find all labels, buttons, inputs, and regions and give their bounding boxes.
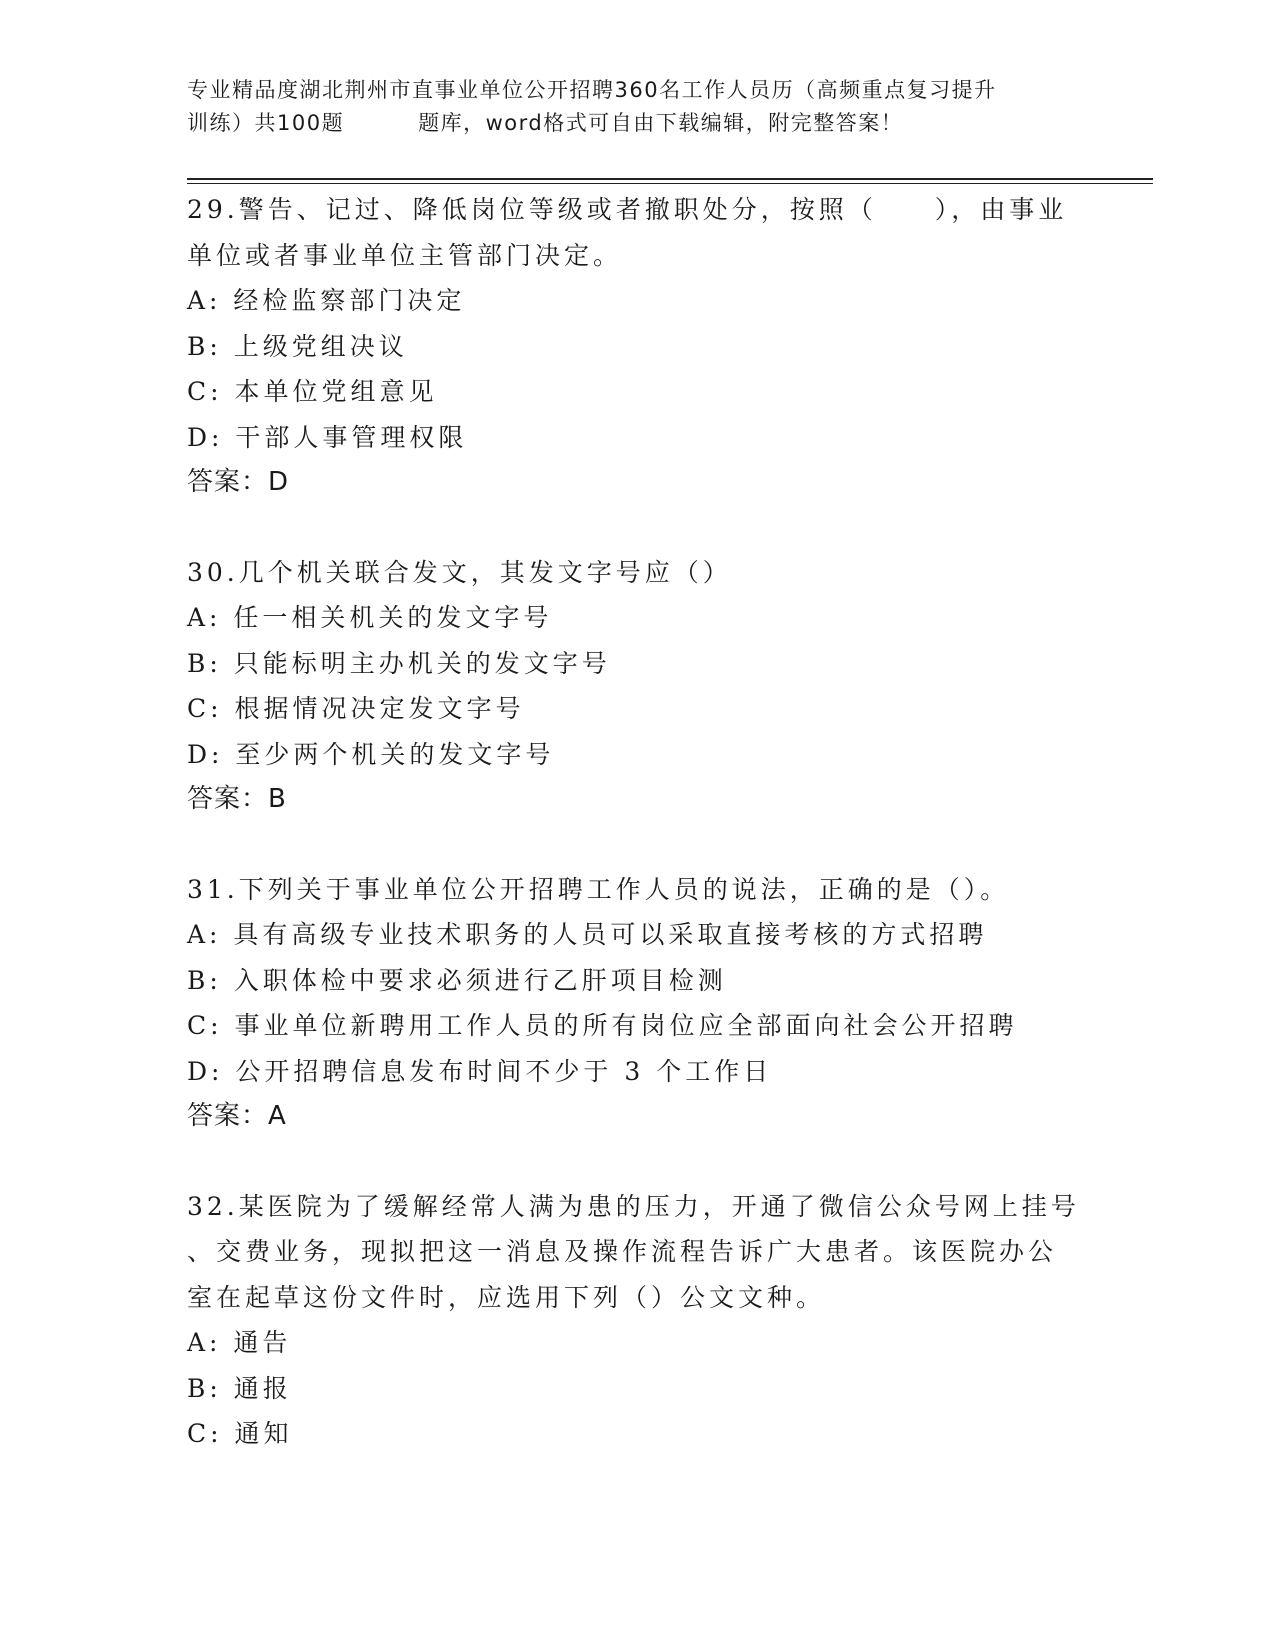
answer-label: 答案：D bbox=[187, 467, 290, 497]
option-b: B: 入职体检中要求必须进行乙肝项目检测 bbox=[187, 965, 727, 995]
question-stem-line: 29.警告、记过、降低岗位等级或者撤职处分，按照（ ），由事业 bbox=[187, 195, 1068, 224]
option-b: B: 只能标明主办机关的发文字号 bbox=[187, 648, 611, 678]
option-d: D: 干部人事管理权限 bbox=[187, 422, 468, 452]
header-divider-thick bbox=[187, 178, 1153, 180]
option-c: C: 事业单位新聘用工作人员的所有岗位应全部面向社会公开招聘 bbox=[187, 1011, 1018, 1040]
option-d: D: 公开招聘信息发布时间不少于 3 个工作日 bbox=[187, 1056, 773, 1086]
option-c: C: 通知 bbox=[187, 1419, 293, 1448]
option-a: A: 任一相关机关的发文字号 bbox=[187, 603, 553, 632]
header-divider-thin bbox=[187, 183, 1153, 184]
answer-label: 答案：B bbox=[187, 784, 287, 814]
question-30 bbox=[187, 550, 1117, 823]
option-d: D: 至少两个机关的发文字号 bbox=[187, 739, 555, 769]
header-title-line-2 bbox=[187, 107, 1087, 140]
question-stem-line: 32.某医院为了缓解经常人满为患的压力，开通了微信公众号网上挂号 bbox=[187, 1191, 1080, 1221]
question-stem-line: 31.下列关于事业单位公开招聘工作人员的说法，正确的是（）。 bbox=[187, 874, 1010, 904]
question-29 bbox=[187, 187, 1117, 506]
option-a: A: 通告 bbox=[187, 1328, 292, 1357]
question-list bbox=[187, 187, 1117, 1457]
question-stem-line: 室在起草这份文件时，应选用下列（）公文文种。 bbox=[187, 1282, 826, 1312]
question-stem-line: 、交费业务，现拟把这一消息及操作流程告诉广大患者。该医院办公 bbox=[187, 1237, 1058, 1266]
option-a: A: 具有高级专业技术职务的人员可以采取直接考核的方式招聘 bbox=[187, 920, 988, 949]
question-31 bbox=[187, 867, 1117, 1140]
question-stem-line: 30.几个机关联合发文，其发文字号应（） bbox=[187, 557, 732, 587]
document-header bbox=[187, 74, 1087, 140]
option-c: C: 根据情况决定发文字号 bbox=[187, 694, 525, 723]
option-a: A: 经检监察部门决定 bbox=[187, 286, 466, 315]
option-b: B: 通报 bbox=[187, 1373, 292, 1403]
header-title-line-2-right: 题库，word格式可自由下载编辑，附完整答案！ bbox=[418, 111, 904, 135]
question-32 bbox=[187, 1184, 1117, 1457]
option-c: C: 本单位党组意见 bbox=[187, 377, 438, 406]
answer-label: 答案：A bbox=[187, 1101, 287, 1131]
header-title-line-1: 专业精品度湖北荆州市直事业单位公开招聘360名工作人员历（高频重点复习提升 bbox=[187, 78, 997, 102]
option-b: B: 上级党组决议 bbox=[187, 331, 408, 361]
header-title-line-2-left: 训练）共100题 bbox=[187, 111, 345, 135]
question-stem-line: 单位或者事业单位主管部门决定。 bbox=[187, 240, 623, 270]
